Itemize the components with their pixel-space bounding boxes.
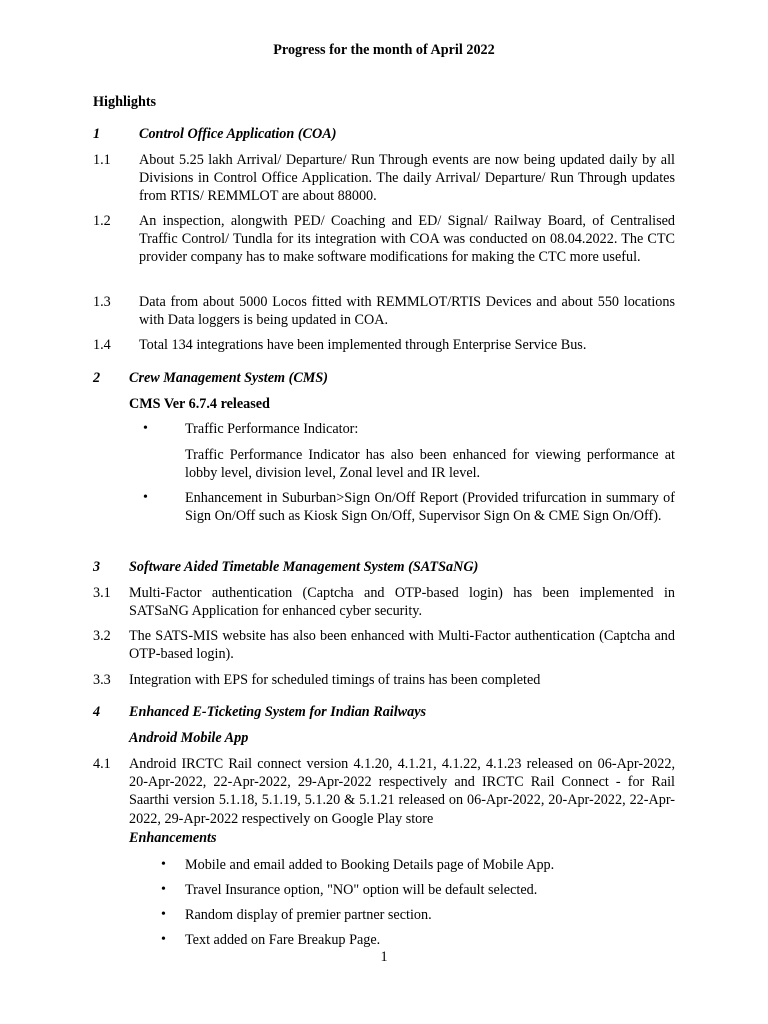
section-3-heading: Software Aided Timetable Management System (SATSaNG): [129, 559, 479, 575]
section-2-heading: Crew Management System (CMS): [129, 370, 329, 386]
item-4-1-number: 4.1: [93, 756, 111, 772]
item-1-1-text: About 5.25 lakh Arrival/ Departure/ Run Through events are now being updated daily by all Divisions in Control Office Application. The daily Arrival/ Departure/ Run Through updates from RTIS/ REMMLOT are about 88000.: [139, 152, 675, 205]
page-number: 1: [380, 949, 388, 965]
item-3-3-number: 3.3: [93, 672, 111, 688]
item-3-1-text: Multi-Factor authentication (Captcha and OTP-based login) has been implemented in SATSaNG Application for enhanced cyber security.: [129, 585, 675, 620]
item-4-1-text: Android IRCTC Rail connect version 4.1.20, 4.1.21, 4.1.22, 4.1.23 released on 06-Apr-2022, 20-Apr-2022, 22-Apr-2022, 29-Apr-2022 respectively and IRCTC Rail Connect - for Rail Saarthi version 5.1.18, 5.1.19, 5.1.20 & 5.1.21 released on 06-Apr-2022, 20-Apr-2022, 22-Apr-2022, 29-Apr-2022 respectively on Google Play store: [129, 756, 675, 827]
cms-bullet-1-title: Traffic Performance Indicator:: [185, 421, 359, 437]
enhancements-heading: Enhancements: [129, 830, 217, 846]
cms-release-heading: CMS Ver 6.7.4 released: [129, 396, 270, 412]
cms-bullet-2-text: Enhancement in Suburban>Sign On/Off Report (Provided trifurcation in summary of Sign On/Off such as Kiosk Sign On/Off, Supervisor Sign On & CME Sign On/Off).: [185, 490, 675, 525]
enh-bullet-4-text: Text added on Fare Breakup Page.: [185, 932, 381, 948]
enh-bullet-3: •: [161, 907, 166, 922]
section-4-heading: Enhanced E-Ticketing System for Indian Railways: [129, 704, 427, 720]
enh-bullet-3-text: Random display of premier partner section.: [185, 907, 432, 923]
section-3-number: 3: [93, 559, 101, 575]
section-1-number: 1: [93, 126, 101, 142]
highlights-heading: Highlights: [93, 94, 157, 110]
item-1-2-text: An inspection, alongwith PED/ Coaching and ED/ Signal/ Railway Board, of Centralised Traffic Control/ Tundla for its integration with COA was conducted on 08.04.2022. The CTC provider company has to make software modifications for making the CTC more useful.: [139, 213, 675, 266]
item-3-3-text: Integration with EPS for scheduled timings of trains has been completed: [129, 672, 541, 688]
item-1-3-text: Data from about 5000 Locos fitted with REMMLOT/RTIS Devices and about 550 locations with Data loggers is being updated in COA.: [139, 294, 675, 329]
section-2-number: 2: [93, 370, 101, 386]
item-1-3-number: 1.3: [93, 294, 111, 310]
page-title: Progress for the month of April 2022: [273, 42, 495, 58]
cms-bullet-1: •: [143, 421, 148, 436]
item-3-2-text: The SATS-MIS website has also been enhanced with Multi-Factor authentication (Captcha and OTP-based login).: [129, 628, 675, 663]
item-1-4-text: Total 134 integrations have been implemented through Enterprise Service Bus.: [139, 337, 587, 353]
item-3-2-number: 3.2: [93, 628, 111, 644]
enh-bullet-4: •: [161, 932, 166, 947]
cms-bullet-2: •: [143, 490, 148, 505]
enh-bullet-1: •: [161, 857, 166, 872]
section-4-number: 4: [93, 704, 101, 720]
section-1-heading: Control Office Application (COA): [139, 126, 337, 142]
enh-bullet-2: •: [161, 882, 166, 897]
item-3-1-number: 3.1: [93, 585, 111, 601]
item-1-4-number: 1.4: [93, 337, 111, 353]
android-app-subheading: Android Mobile App: [129, 730, 249, 746]
item-1-2-number: 1.2: [93, 213, 111, 229]
item-1-1-number: 1.1: [93, 152, 111, 168]
enh-bullet-2-text: Travel Insurance option, "NO" option will be default selected.: [185, 882, 538, 898]
enh-bullet-1-text: Mobile and email added to Booking Details page of Mobile App.: [185, 857, 555, 873]
cms-bullet-1-text: Traffic Performance Indicator has also been enhanced for viewing performance at lobby level, division level, Zonal level and IR level.: [185, 447, 675, 482]
